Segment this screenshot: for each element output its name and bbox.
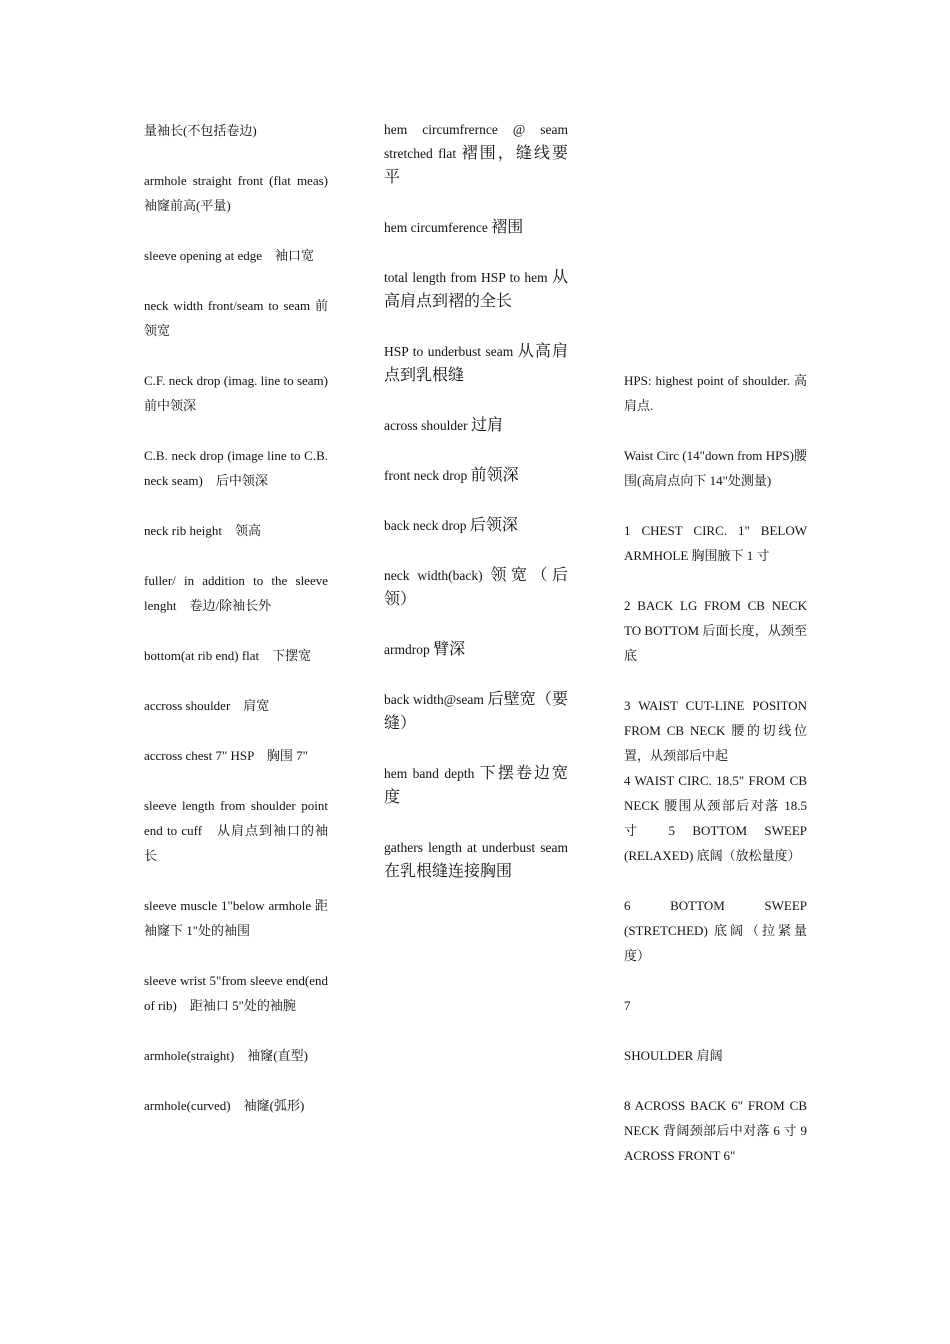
entry-chinese: 后领深 — [469, 517, 518, 534]
entry-chinese: 褶围 — [491, 219, 524, 236]
text-entry: accross chest 7" HSP 胸围 7" — [144, 748, 308, 763]
entry-chinese: 从高肩点到乳根缝 — [384, 343, 568, 384]
entry-english: gathers length at underbust seam — [384, 840, 568, 855]
entry-english: hem circumfrernce @ seam stretched flat — [384, 122, 568, 161]
entry-chinese: 在乳根缝连接胸围 — [384, 863, 513, 880]
text-entry: SHOULDER 肩阔 — [624, 1048, 723, 1063]
text-entry: C.F. neck drop (imag. line to seam) 前中领深 — [144, 373, 342, 413]
entry-chinese: 从高肩点到褶的全长 — [384, 269, 568, 310]
text-entry: neck rib height 领高 — [144, 523, 261, 538]
entry-chinese: 前领深 — [470, 467, 519, 484]
text-entry: armhole(curved) 袖窿(弧形) — [144, 1098, 305, 1113]
entry-english: HSP to underbust seam — [384, 344, 518, 359]
text-entry: armhole(straight) 袖窿(直型) — [144, 1048, 308, 1063]
text-entry: armhole straight front (flat meas) 袖窿前高(平量) — [144, 173, 342, 213]
text-entry: Waist Circ (14"down from HPS)腰围(高肩点向下 14"处测量) — [624, 448, 807, 488]
text-entry: sleeve wrist 5"from sleeve end(end of rib) 距袖口 5"处的袖腕 — [144, 973, 328, 1013]
text-entry — [384, 464, 568, 488]
text-entry: accross shoulder 肩宽 — [144, 698, 270, 713]
entry-chinese: 臂深 — [433, 641, 466, 658]
text-entry: 2 BACK LG FROM CB NECK TO BOTTOM 后面长度，从颈至底 — [624, 598, 807, 663]
text-entry — [384, 638, 568, 662]
entry-chinese: 褶围，缝线要平 — [384, 145, 568, 186]
entry-chinese: 领宽（后领） — [384, 567, 568, 608]
text-entry: 8 ACROSS BACK 6" FROM CB NECK 背阔颈部后中对落 6 寸 9 ACROSS FRONT 6" — [624, 1098, 807, 1163]
entry-chinese: 后壁宽（要缝） — [384, 691, 568, 732]
text-entry: neck width front/seam to seam 前领宽 — [144, 298, 328, 338]
text-entry: 4 WAIST CIRC. 18.5" FROM CB NECK 腰围从颈部后对落 18.5 寸 5 BOTTOM SWEEP (RELAXED) 底阔（放松量度） — [624, 773, 807, 863]
entry-english: back width@seam — [384, 692, 488, 707]
text-entry — [384, 266, 568, 314]
text-entry — [384, 414, 568, 438]
entry-english: neck width(back) — [384, 568, 491, 583]
entry-english: across shoulder — [384, 418, 471, 433]
text-entry: HPS: highest point of shoulder. 高肩点. — [624, 373, 807, 413]
text-entry: C.B. neck drop (image line to C.B. neck seam) 后中领深 — [144, 448, 328, 488]
text-entry: 3 WAIST CUT-LINE POSITON FROM CB NECK 腰的切线位置，从颈部后中起 — [624, 698, 807, 763]
text-entry: 6 BOTTOM SWEEP (STRETCHED) 底阔（拉紧量度） — [624, 898, 807, 963]
entry-english: total length from HSP to hem — [384, 270, 552, 285]
text-entry — [384, 836, 568, 884]
column-left — [144, 118, 342, 1143]
text-entry: bottom(at rib end) flat 下摆宽 — [144, 648, 312, 663]
text-entry — [384, 762, 568, 810]
entry-chinese: 过肩 — [470, 417, 503, 434]
text-entry: fuller/ in addition to the sleeve lenght 卷边/除袖长外 — [144, 573, 328, 613]
text-entry: sleeve length from shoulder point end to cuff 从肩点到袖口的袖长 — [144, 798, 328, 863]
text-entry: sleeve opening at edge 袖口宽 — [144, 248, 315, 263]
column-right — [624, 368, 807, 1193]
text-entry: 7 — [624, 998, 631, 1013]
text-entry: 量袖长(不包括卷边) — [144, 123, 257, 138]
entry-english: hem circumference — [384, 220, 492, 235]
text-entry — [384, 564, 568, 612]
text-entry — [384, 216, 568, 240]
column-middle — [384, 118, 568, 910]
text-entry: 1 CHEST CIRC. 1" BELOW ARMHOLE 胸围腋下 1 寸 — [624, 523, 807, 563]
entry-english: hem band depth — [384, 766, 480, 781]
entry-english: armdrop — [384, 642, 434, 657]
entry-english: front neck drop — [384, 468, 471, 483]
text-entry: sleeve muscle 1"below armhole 距袖窿下 1"处的袖围 — [144, 898, 328, 938]
text-entry — [384, 118, 568, 190]
entry-english: back neck drop — [384, 518, 470, 533]
text-entry — [384, 340, 568, 388]
text-entry — [384, 514, 568, 538]
entry-chinese: 下摆卷边宽度 — [384, 765, 568, 806]
text-entry — [384, 688, 568, 736]
